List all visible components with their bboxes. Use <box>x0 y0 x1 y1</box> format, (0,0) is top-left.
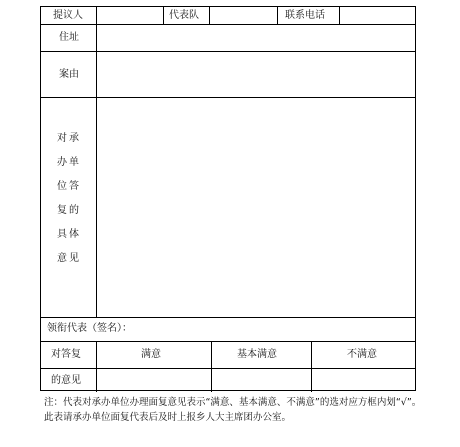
contact-phone-label: 联系电话 <box>285 10 325 21</box>
opinion-label-line: 复的 <box>57 205 81 216</box>
unsatisfied-option[interactable]: 不满意 <box>347 349 377 360</box>
column-divider <box>209 7 210 24</box>
column-divider <box>96 341 97 392</box>
basically-satisfied-option[interactable]: 基本满意 <box>237 349 277 360</box>
opinion-label <box>55 127 83 271</box>
column-divider <box>339 7 340 24</box>
address-label: 住址 <box>59 32 79 43</box>
opinion-label-line: 位答 <box>57 181 81 192</box>
column-divider <box>96 7 97 317</box>
column-divider <box>211 341 212 392</box>
reply-label-line: 对答复 <box>51 349 81 360</box>
proposer-label: 提议人 <box>53 10 83 21</box>
opinion-label-line: 具体 <box>57 229 81 240</box>
satisfied-option[interactable]: 满意 <box>141 349 161 360</box>
proposal-reply-form <box>40 6 416 391</box>
footnote: 注：代表对承办单位办理面复意见表示“满意、基本满意、不满意”的选对应方框内划“√”。此表请承办单位面复代表后及时上报乡人大主席团办公室。 <box>44 397 422 423</box>
row-divider <box>41 317 415 318</box>
opinion-label-line: 对承 <box>57 133 81 144</box>
row-divider <box>41 341 415 342</box>
column-divider <box>277 7 278 24</box>
row-divider <box>41 51 415 52</box>
reply-label-line: 的意见 <box>51 375 81 386</box>
reason-label: 案由 <box>59 69 79 80</box>
column-divider <box>311 341 312 392</box>
row-divider <box>41 97 415 98</box>
row-divider <box>41 368 415 369</box>
opinion-label-line: 办单 <box>57 157 81 168</box>
delegation-label: 代表队 <box>169 10 199 21</box>
opinion-label-line: 意见 <box>57 253 81 264</box>
lead-representative-label: 领衔代表（签名）： <box>47 323 132 334</box>
row-divider <box>41 24 415 25</box>
column-divider <box>163 7 164 24</box>
